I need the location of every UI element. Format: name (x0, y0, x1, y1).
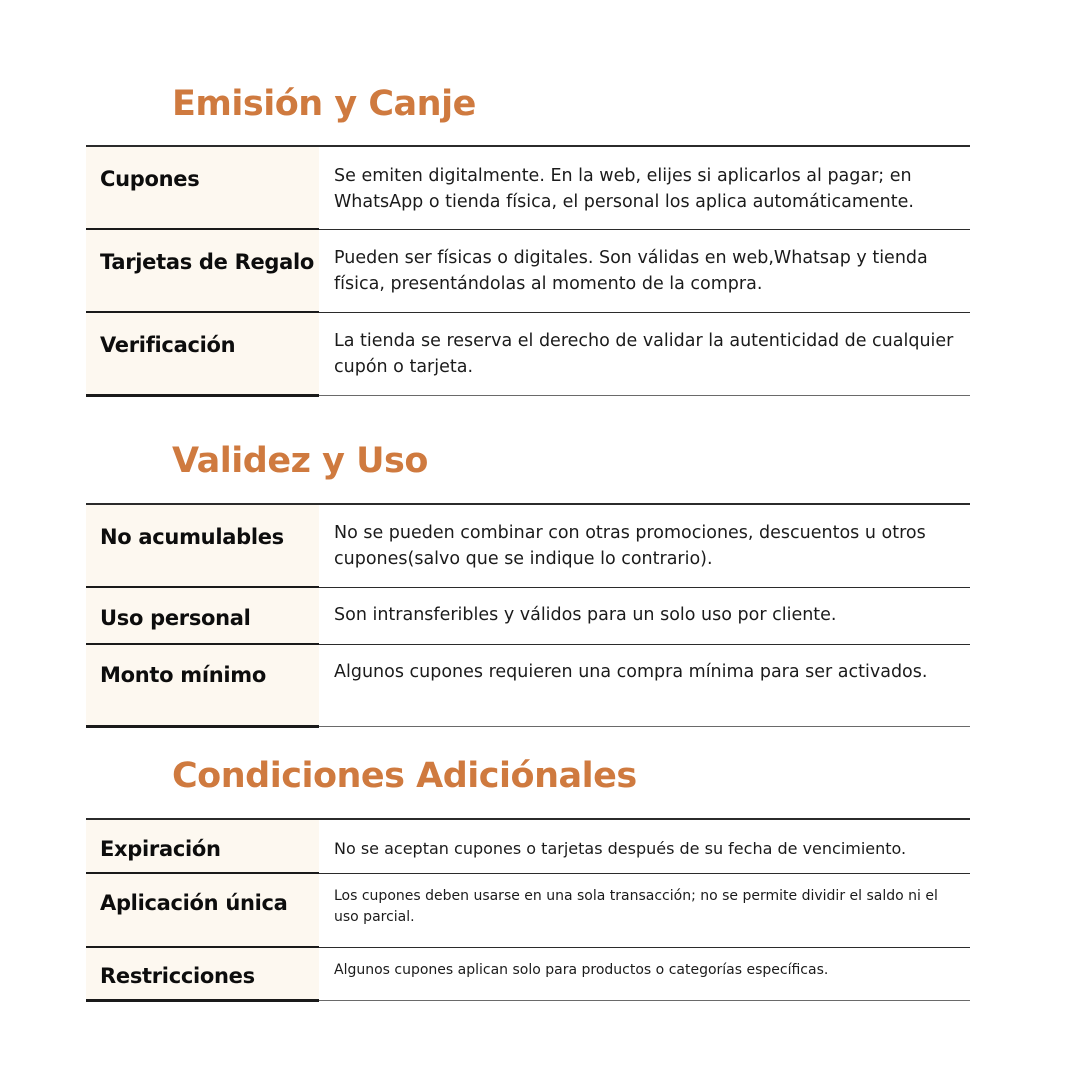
row-value: Algunos cupones aplican solo para productos o categorías específicas. (334, 962, 829, 978)
table-row (86, 147, 970, 230)
section-title-emision: Emisión y Canje (172, 84, 476, 124)
row-key: Expiración (86, 820, 319, 873)
row-value: La tienda se reserva el derecho de validar la autenticidad de cualquier cupón o tarjeta. (334, 331, 954, 377)
table-row (86, 948, 970, 1001)
row-value: Se emiten digitalmente. En la web, elijes si aplicarlos al pagar; en WhatsApp o tienda física, el personal los aplica automáticamente. (334, 166, 914, 212)
row-key: No acumulables (86, 505, 319, 587)
table-emision (86, 145, 970, 396)
row-value: Los cupones deben usarse en una sola transacción; no se permite dividir el saldo ni el uso parcial. (334, 888, 938, 925)
row-value: No se aceptan cupones o tarjetas después de su fecha de vencimiento. (334, 839, 907, 858)
row-key: Uso personal (86, 588, 319, 644)
row-key: Aplicación única (86, 874, 319, 947)
table-row (86, 874, 970, 948)
table-validez (86, 503, 970, 727)
section-title-condiciones: Condiciones Adiciónales (172, 756, 637, 796)
table-row (86, 230, 970, 313)
row-value: Algunos cupones requieren una compra mínima para ser activados. (334, 662, 928, 682)
table-row (86, 313, 970, 396)
table-row (86, 645, 970, 727)
row-key: Cupones (86, 147, 319, 229)
section-title-validez: Validez y Uso (172, 441, 428, 481)
table-row (86, 820, 970, 874)
row-key: Monto mínimo (86, 645, 319, 726)
row-key: Tarjetas de Regalo (86, 230, 319, 312)
row-value: Son intransferibles y válidos para un solo uso por cliente. (334, 605, 837, 625)
row-key: Restricciones (86, 948, 319, 1000)
row-value: Pueden ser físicas o digitales. Son válidas en web,Whatsap y tienda física, presentándolas al momento de la compra. (334, 248, 928, 294)
row-value: No se pueden combinar con otras promociones, descuentos u otros cupones(salvo que se indique lo contrario). (334, 523, 926, 569)
table-row (86, 588, 970, 645)
table-row (86, 505, 970, 588)
table-condiciones (86, 818, 970, 1001)
row-key: Verificación (86, 313, 319, 395)
